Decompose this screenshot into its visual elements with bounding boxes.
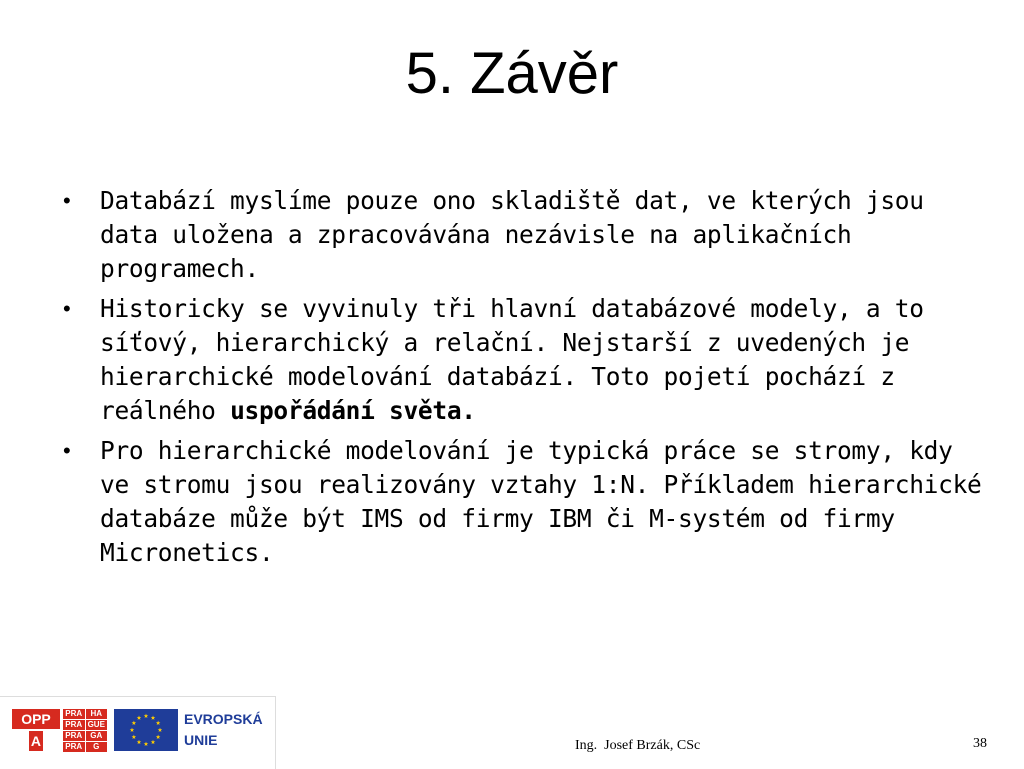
eu-star-icon bbox=[137, 740, 142, 744]
bullet-bold-text: uspořádání světa. bbox=[230, 396, 476, 425]
eu-star-icon bbox=[144, 714, 149, 718]
eu-star-icon bbox=[151, 715, 156, 719]
eu-star-icon bbox=[137, 715, 142, 719]
oppa-logo-blank bbox=[45, 731, 60, 751]
oppa-logo-blank bbox=[12, 731, 27, 751]
eu-stars-icon bbox=[114, 709, 178, 751]
page-number: 38 bbox=[973, 736, 987, 751]
eu-star-icon bbox=[132, 721, 137, 725]
bullet-dot-icon: • bbox=[63, 438, 71, 463]
praha-logo-text: PRA bbox=[63, 709, 85, 719]
eu-star-icon bbox=[156, 721, 161, 725]
oppa-logo-text: OPP bbox=[12, 709, 60, 729]
bullet-text: Databází myslíme pouze ono skladiště dat, ve kterých jsou data uložena a zpracovávána nezávisle na aplikačních programech. bbox=[100, 186, 924, 283]
eu-logo-line2: UNIE bbox=[184, 732, 218, 748]
bullet-text: Pro hierarchické modelování je typická práce se stromy, kdy ve stromu jsou realizovány vztahy 1:N. Příkladem hierarchické databáze může být IMS od firmy IBM či M-systém od firmy Micronetics. bbox=[100, 436, 982, 567]
praha-logo-text: PRA bbox=[63, 742, 85, 752]
eu-star-icon bbox=[132, 735, 137, 739]
footer-author: Ing. Josef Brzák, CSc bbox=[575, 738, 701, 753]
bullet-text: Historicky se vyvinuly tři hlavní databázové modely, a to síťový, hierarchický a relační. Nejstarší z uvedených je hierarchické modelování databází. Toto pojetí pochází z reálného bbox=[100, 294, 924, 425]
eu-star-icon bbox=[158, 728, 163, 732]
bullet-item bbox=[60, 184, 990, 286]
praha-logo-text: PRA bbox=[63, 731, 85, 741]
oppa-logo-text: A bbox=[29, 731, 44, 751]
eu-logo-text bbox=[184, 709, 263, 751]
footer-logos bbox=[0, 696, 276, 769]
oppa-logo bbox=[12, 709, 60, 751]
praha-logo-text: HA bbox=[86, 709, 108, 719]
praha-logo-text: GA bbox=[86, 731, 108, 741]
praha-logo-text: PRA bbox=[63, 720, 85, 730]
eu-logo-line1: EVROPSKÁ bbox=[184, 711, 263, 727]
slide-title: 5. Závěr bbox=[405, 41, 619, 106]
eu-star-icon bbox=[144, 742, 149, 746]
bullet-item bbox=[60, 434, 990, 570]
praha-logo-text: GUE bbox=[86, 720, 108, 730]
eu-star-icon bbox=[151, 740, 156, 744]
eu-flag-icon bbox=[114, 709, 178, 751]
bullet-dot-icon: • bbox=[63, 296, 71, 321]
bullet-item bbox=[60, 292, 990, 428]
praha-logo-text: G bbox=[86, 742, 108, 752]
praha-logo bbox=[63, 709, 107, 751]
bullet-list bbox=[60, 184, 990, 576]
bullet-dot-icon: • bbox=[63, 188, 71, 213]
eu-star-icon bbox=[156, 735, 161, 739]
eu-star-icon bbox=[130, 728, 135, 732]
